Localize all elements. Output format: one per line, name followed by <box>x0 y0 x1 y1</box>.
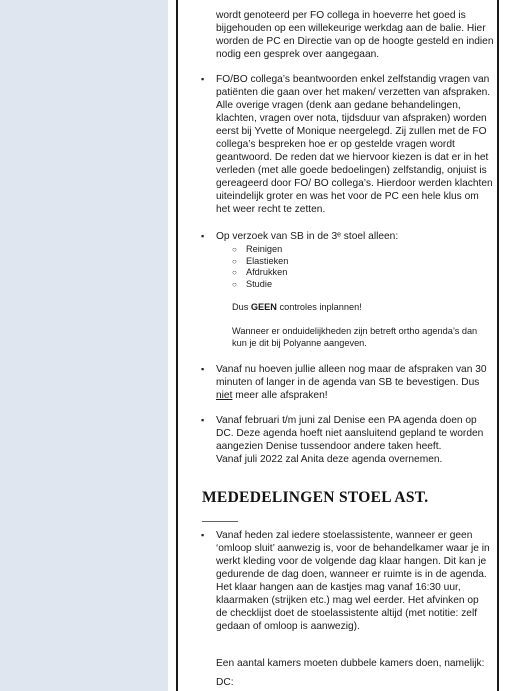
text-line: Vanaf nu hoeven jullie alleen nog maar de afspraken van 30 <box>216 364 487 375</box>
text-line: eerst bij Yvette of Monique neergelegd. Zij zullen met de FO <box>216 126 487 137</box>
text-line: FO/BO collega’s beantwoorden enkel zelfstandig vragen van <box>216 74 490 85</box>
heading-underline <box>202 521 238 522</box>
sub-item-label: Reinigen <box>246 244 283 254</box>
text-line: DC: <box>216 677 234 688</box>
geen-bold: GEEN <box>250 302 277 312</box>
text-line: klachten, vragen over nota, tijdsduur van afspraken) worden <box>216 113 487 124</box>
text-line: Alle overige vragen (denk aan gedane behandelingen, <box>216 100 461 111</box>
bullet-icon: ▪ <box>201 530 205 540</box>
text-line: patiënten die gaan over het maken/ verzetten van afspraken. <box>216 87 491 98</box>
text-line: collega’s bespreken hoe er op gestelde vragen wordt <box>216 139 455 150</box>
text-line: Op verzoek van SB in de 3ᵉ stoel alleen: <box>216 231 399 242</box>
text-line: klaarmaken (strijken etc.) mag wel eerder. Het afvinken op <box>216 595 479 606</box>
geen-prefix: Dus <box>232 302 251 312</box>
text-line: minuten of langer in de agenda van SB te bevestigen. Dus <box>216 377 480 388</box>
text-span: meer alle afspraken! <box>232 390 328 401</box>
dc-label <box>182 676 507 689</box>
text-line: Een aantal kamers moeten dubbele kamers doen, namelijk: <box>216 658 485 669</box>
list-item <box>182 363 507 402</box>
ortho-note <box>182 325 507 349</box>
text-line: het weer recht te zetten. <box>216 204 326 215</box>
page-sidebar <box>0 0 168 691</box>
text-line: ‘omloop sluit’ aanwezig is, voor de behandelkamer waar je in <box>216 543 490 554</box>
text-line: Wanneer er onduidelijkheden zijn betreft ortho agenda’s dan <box>232 326 478 336</box>
intro-paragraph <box>182 9 507 61</box>
text-line: DC. Deze agenda hoeft niet aansluitend gepland te worden <box>216 428 484 439</box>
bullet-icon: ▪ <box>201 415 205 425</box>
text-line: kun je dit bij Polyanne aangeven. <box>232 338 367 348</box>
text-line: verleden (met alle goede bedoelingen) zelfstandig, onjuist is <box>216 165 487 176</box>
text-line: aangezien Denise tussendoor andere taken heeft. <box>216 441 442 452</box>
sub-list-item <box>182 279 494 291</box>
sub-list-item <box>182 244 494 256</box>
circle-bullet-icon: ○ <box>232 279 237 289</box>
circle-bullet-icon: ○ <box>232 268 237 277</box>
text-line: gedurende de dag doen, wanneer er ruimte is in de agenda. <box>216 569 487 580</box>
left-border <box>176 0 178 691</box>
bullet-icon: ▪ <box>201 231 205 241</box>
text-line: gereageerd door FO/ BO collega’s. Hierdoor werden klachten <box>216 178 493 189</box>
text-line: gedaan of omloop is aanwezig). <box>216 621 360 632</box>
list-item <box>182 230 507 243</box>
sub-item-label: Afdrukken <box>246 267 288 277</box>
rooms-paragraph <box>182 657 507 670</box>
sub-list-item <box>182 256 494 268</box>
list-item <box>182 414 507 466</box>
sub-item-label: Studie <box>246 278 273 289</box>
geen-suffix: controles inplannen! <box>276 302 362 312</box>
bullet-icon: ▪ <box>201 364 205 374</box>
text-line: worden de PC en Directie van op de hoogte gesteld en indien <box>216 36 494 47</box>
list-item <box>182 529 507 633</box>
underlined-word: niet <box>216 390 233 401</box>
circle-bullet-icon: ○ <box>232 245 237 254</box>
sub-list <box>182 244 494 290</box>
text-line: geantwoord. De reden dat we hiervoor kiezen is dat er in het <box>216 152 489 163</box>
text-line: nodig een gesprek over aangegaan. <box>216 49 380 60</box>
text-line: de checklijst doet de stoelassistente altijd (met notitie: zelf <box>216 608 478 619</box>
sub-list-item <box>182 267 494 279</box>
circle-bullet-icon: ○ <box>232 256 237 266</box>
section-heading: MEDEDELINGEN STOEL AST. <box>202 489 429 506</box>
text-line: bijgehouden op een willekeurige werkdag aan de balie. Hier <box>216 23 486 34</box>
list-item <box>182 73 507 216</box>
text-line: wordt genoteerd per FO collega in hoeverre het goed is <box>216 10 466 21</box>
text-line: Het klaar hangen aan de kastjes mag vanaf 16:30 uur, <box>216 582 461 593</box>
geen-note <box>182 301 507 313</box>
sub-item-label: Elastieken <box>246 255 289 266</box>
text-line: uiteindelijk groter en was het voor de PC een hele klus om <box>216 191 479 202</box>
text-line: Vanaf juli 2022 zal Anita deze agenda overnemen. <box>216 454 443 465</box>
bullet-icon: ▪ <box>201 74 205 84</box>
text-line <box>216 389 507 402</box>
text-line: Vanaf februari t/m juni zal Denise een PA agenda doen op <box>216 415 477 426</box>
text-line: werkt kleding voor de volgende dag klaar hangen. Dit kan je <box>216 556 487 567</box>
text-line: Vanaf heden zal iedere stoelassistente, wanneer er geen <box>216 530 473 541</box>
